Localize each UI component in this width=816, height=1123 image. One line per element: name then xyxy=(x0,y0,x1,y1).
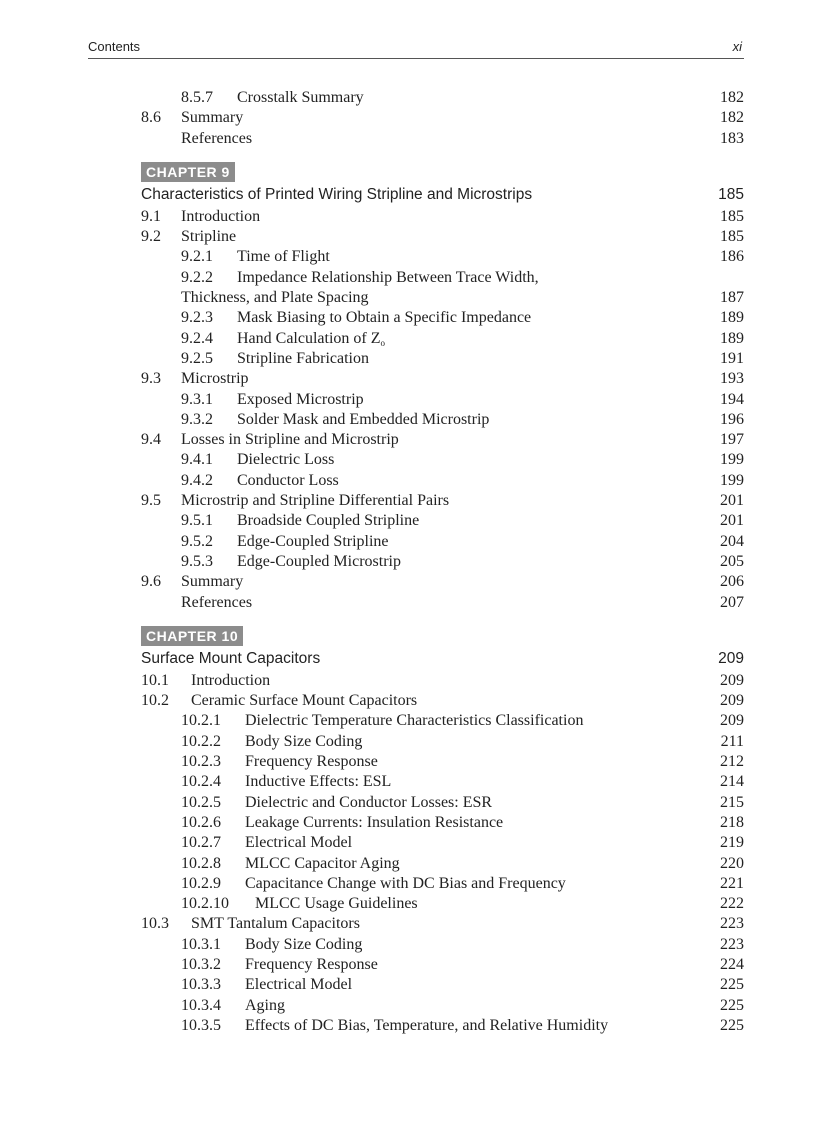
chapter-page: 185 xyxy=(718,185,744,203)
toc-entry-page: 187 xyxy=(720,289,744,307)
toc-entry-page: 223 xyxy=(720,915,744,933)
toc-entry-number: 9.3.1 xyxy=(181,390,213,408)
toc-entry-page: 220 xyxy=(720,854,744,872)
toc-entry xyxy=(141,410,744,430)
toc-entry xyxy=(141,772,744,792)
toc-entry-page: 199 xyxy=(720,451,744,469)
toc-entry xyxy=(141,874,744,894)
toc-entry-page: 206 xyxy=(720,573,744,591)
toc-entry-title: Electrical Model xyxy=(245,834,353,852)
toc-entry-title: Hand Calculation of Z xyxy=(237,329,381,347)
toc-entry-number: 10.3.2 xyxy=(181,955,221,973)
toc-entry-page: 214 xyxy=(720,773,744,791)
toc-entry-page: 185 xyxy=(720,207,744,225)
toc-entry-page: 207 xyxy=(720,593,744,611)
toc-entry-number: 9.2.5 xyxy=(181,349,213,367)
toc-entry-number: 10.2.8 xyxy=(181,854,221,872)
toc-entry-title: Body Size Coding xyxy=(245,935,363,953)
toc-entry-page: 212 xyxy=(720,753,744,771)
toc-entry xyxy=(141,369,744,389)
toc-entry xyxy=(141,430,744,450)
subscript: o xyxy=(380,337,386,348)
toc-entry-number: 10.3.1 xyxy=(181,935,221,953)
toc-entry xyxy=(141,88,744,108)
toc-entry xyxy=(141,532,744,552)
toc-entry-page: 209 xyxy=(720,671,744,689)
toc-entry xyxy=(141,975,744,995)
toc-entry-page: 218 xyxy=(720,813,744,831)
toc-entry-page: 201 xyxy=(720,512,744,530)
toc-entry xyxy=(141,854,744,874)
toc-entry-page: 182 xyxy=(720,109,744,127)
toc-entry-title: Introduction xyxy=(181,207,261,225)
toc-entry xyxy=(141,491,744,511)
toc-entry-number: 9.5.1 xyxy=(181,512,213,530)
toc-entry-number: 9.5 xyxy=(141,492,161,510)
toc-entry-page: 204 xyxy=(720,532,744,550)
toc-entry-title: Conductor Loss xyxy=(237,471,339,489)
toc-entry xyxy=(141,329,744,349)
toc-entry xyxy=(141,813,744,833)
toc-entry-title: Crosstalk Summary xyxy=(237,89,364,106)
toc-entry-title: Mask Biasing to Obtain a Specific Impedance xyxy=(237,309,532,327)
toc-entry-number: 10.2.6 xyxy=(181,813,221,831)
chapter-badge: CHAPTER 10 xyxy=(141,626,243,646)
toc-entry-title: Effects of DC Bias, Temperature, and Relative Humidity xyxy=(245,1016,609,1034)
toc-entry-number: 9.5.2 xyxy=(181,532,213,550)
toc-entry xyxy=(141,349,744,369)
toc-entry-title: Edge-Coupled Microstrip xyxy=(237,552,401,570)
toc-entry-title: Time of Flight xyxy=(237,248,330,266)
toc-entry-page: 225 xyxy=(720,996,744,1014)
toc-entry-title: Stripline xyxy=(181,228,237,246)
toc-entry-title-continued: Thickness, and Plate Spacing xyxy=(181,289,369,307)
toc-entry-title: Frequency Response xyxy=(245,955,378,973)
toc-entry-title: Summary xyxy=(181,109,244,127)
toc-entry-title: Microstrip and Stripline Differential Pairs xyxy=(181,492,450,510)
chapter-10 xyxy=(141,626,744,1036)
toc-entry xyxy=(141,752,744,772)
toc-entry xyxy=(141,671,744,691)
toc-entry-page: 197 xyxy=(720,431,744,449)
toc-entry xyxy=(141,732,744,752)
toc-entry-title: Inductive Effects: ESL xyxy=(245,773,392,791)
toc-entry-number: 10.2.5 xyxy=(181,793,221,811)
toc-entry-page: 201 xyxy=(720,492,744,510)
toc-entry-number: 10.3.5 xyxy=(181,1016,221,1034)
toc-entry xyxy=(141,450,744,470)
toc-entry xyxy=(141,833,744,853)
toc-entry-page: 189 xyxy=(720,329,744,347)
toc-entry xyxy=(141,471,744,491)
toc-entry-number: 10.3 xyxy=(141,915,169,933)
toc-entry xyxy=(141,511,744,531)
toc-entry-title: Stripline Fabrication xyxy=(237,349,369,367)
toc-entry-page: 191 xyxy=(720,349,744,367)
chapter-title: Characteristics of Printed Wiring Stripline and Microstrips xyxy=(141,185,533,203)
toc-entry-title: Microstrip xyxy=(181,370,249,388)
toc-entry-continuation xyxy=(141,288,744,308)
running-header xyxy=(88,38,744,59)
toc-entry-number: 10.1 xyxy=(141,671,169,689)
toc-entry-title: Ceramic Surface Mount Capacitors xyxy=(191,692,418,710)
toc-entry-number: 9.2.1 xyxy=(181,248,213,266)
toc-entry-number: 10.2.3 xyxy=(181,753,221,771)
toc-entry-number: 10.2.2 xyxy=(181,732,221,750)
toc-entry xyxy=(141,268,744,288)
toc-entry-number: 9.2.3 xyxy=(181,309,213,327)
toc-entry-page: 199 xyxy=(720,471,744,489)
toc-entry-number: 9.3 xyxy=(141,370,161,388)
toc-entry-title: Electrical Model xyxy=(245,976,353,994)
toc-entry-page: 194 xyxy=(720,390,744,408)
toc-entry-page: 211 xyxy=(720,732,744,750)
chapter-title: Surface Mount Capacitors xyxy=(141,649,321,667)
toc-entry-page: 223 xyxy=(720,935,744,953)
toc-entry-title: Frequency Response xyxy=(245,753,378,771)
toc-entry-number: 9.2.2 xyxy=(181,268,213,286)
toc-entry-title: Body Size Coding xyxy=(245,732,363,750)
toc-entry-title: Capacitance Change with DC Bias and Frequency xyxy=(245,874,566,892)
toc-entry-page: 209 xyxy=(720,692,744,710)
header-section-title: Contents xyxy=(88,39,141,54)
toc-entry-title: Dielectric Loss xyxy=(237,451,335,469)
toc-entry xyxy=(141,793,744,813)
toc-entry-title: Exposed Microstrip xyxy=(237,390,364,408)
toc-entry-page: 189 xyxy=(720,309,744,327)
chapter-title-row xyxy=(141,647,744,671)
toc-entry-page: 221 xyxy=(720,874,744,892)
toc-entry-title: Aging xyxy=(245,996,285,1014)
toc-entry-number: 9.4.2 xyxy=(181,471,213,489)
table-of-contents xyxy=(141,88,744,1036)
toc-entry-number: 10.2.10 xyxy=(181,895,229,913)
toc-entry-page: 186 xyxy=(720,248,744,266)
toc-entry-number: 9.3.2 xyxy=(181,410,213,428)
toc-entry-title: Dielectric and Conductor Losses: ESR xyxy=(245,793,493,811)
toc-entry-page: 222 xyxy=(720,895,744,913)
toc-entry xyxy=(141,996,744,1016)
toc-entry-page: 205 xyxy=(720,552,744,570)
toc-entry-number: 9.2 xyxy=(141,228,161,246)
toc-entry-number: 8.6 xyxy=(141,109,161,127)
toc-entry-number: 10.2 xyxy=(141,692,169,710)
toc-entry-page: 209 xyxy=(720,712,744,730)
toc-entry-title: Broadside Coupled Stripline xyxy=(237,512,420,530)
toc-entry-title: Impedance Relationship Between Trace Width, xyxy=(237,268,539,286)
toc-entry-title: Solder Mask and Embedded Microstrip xyxy=(237,410,490,428)
toc-entry-title: MLCC Capacitor Aging xyxy=(245,854,400,872)
toc-entry xyxy=(141,390,744,410)
toc-entry xyxy=(141,572,744,592)
toc-entry-page: 183 xyxy=(720,129,744,147)
toc-entry xyxy=(141,129,744,149)
toc-entry-title: Leakage Currents: Insulation Resistance xyxy=(245,813,504,831)
toc-entry-page: 225 xyxy=(720,976,744,994)
toc-entry-title: Losses in Stripline and Microstrip xyxy=(181,431,399,449)
toc-entry-number: 10.2.1 xyxy=(181,712,221,730)
toc-entry-number: 9.5.3 xyxy=(181,552,213,570)
toc-entry xyxy=(141,914,744,934)
toc-entry-page: 224 xyxy=(720,955,744,973)
toc-entry-page: 182 xyxy=(720,89,744,106)
toc-entry xyxy=(141,711,744,731)
toc-entry-title: SMT Tantalum Capacitors xyxy=(191,915,360,933)
toc-entry-page: 196 xyxy=(720,410,744,428)
toc-entry-title: Dielectric Temperature Characteristics Classification xyxy=(245,712,584,730)
toc-entry-page: 215 xyxy=(720,793,744,811)
toc-entry-number: 8.5.7 xyxy=(181,89,213,106)
toc-entry-page: 193 xyxy=(720,370,744,388)
toc-entry xyxy=(141,935,744,955)
toc-entry-number: 9.6 xyxy=(141,573,161,591)
toc-entry-number: 10.2.9 xyxy=(181,874,221,892)
toc-entry-number: 10.3.4 xyxy=(181,996,221,1014)
toc-entry-number: 9.4.1 xyxy=(181,451,213,469)
toc-entry xyxy=(141,247,744,267)
toc-entry-page: 185 xyxy=(720,228,744,246)
toc-entry-page: 219 xyxy=(720,834,744,852)
toc-entry xyxy=(141,894,744,914)
toc-entry-title: References xyxy=(181,593,253,611)
toc-entry xyxy=(141,207,744,227)
toc-entry-title: MLCC Usage Guidelines xyxy=(255,895,418,913)
toc-entry-number: 9.1 xyxy=(141,207,161,225)
chapter-page: 209 xyxy=(718,649,744,667)
header-page-number: xi xyxy=(732,39,742,54)
toc-entry xyxy=(141,308,744,328)
toc-entry-number: 10.3.3 xyxy=(181,976,221,994)
toc-entry-page: 225 xyxy=(720,1016,744,1034)
toc-entry xyxy=(141,227,744,247)
toc-entry-title: Edge-Coupled Stripline xyxy=(237,532,389,550)
toc-entry xyxy=(141,552,744,572)
toc-entry xyxy=(141,1016,744,1036)
chapter-title-row xyxy=(141,183,744,207)
toc-entry xyxy=(141,593,744,613)
toc-entry-number: 9.2.4 xyxy=(181,329,213,347)
toc-entry xyxy=(141,955,744,975)
toc-entry-title: Introduction xyxy=(191,671,271,689)
toc-entry-number: 10.2.7 xyxy=(181,834,221,852)
toc-entry-number: 10.2.4 xyxy=(181,773,221,791)
chapter-9 xyxy=(141,162,744,613)
toc-entry xyxy=(141,691,744,711)
toc-entry-title: Summary xyxy=(181,573,244,591)
toc-entry-number: 9.4 xyxy=(141,431,161,449)
toc-entry-title: References xyxy=(181,129,253,147)
toc-entry xyxy=(141,108,744,128)
chapter-badge: CHAPTER 9 xyxy=(141,162,235,182)
